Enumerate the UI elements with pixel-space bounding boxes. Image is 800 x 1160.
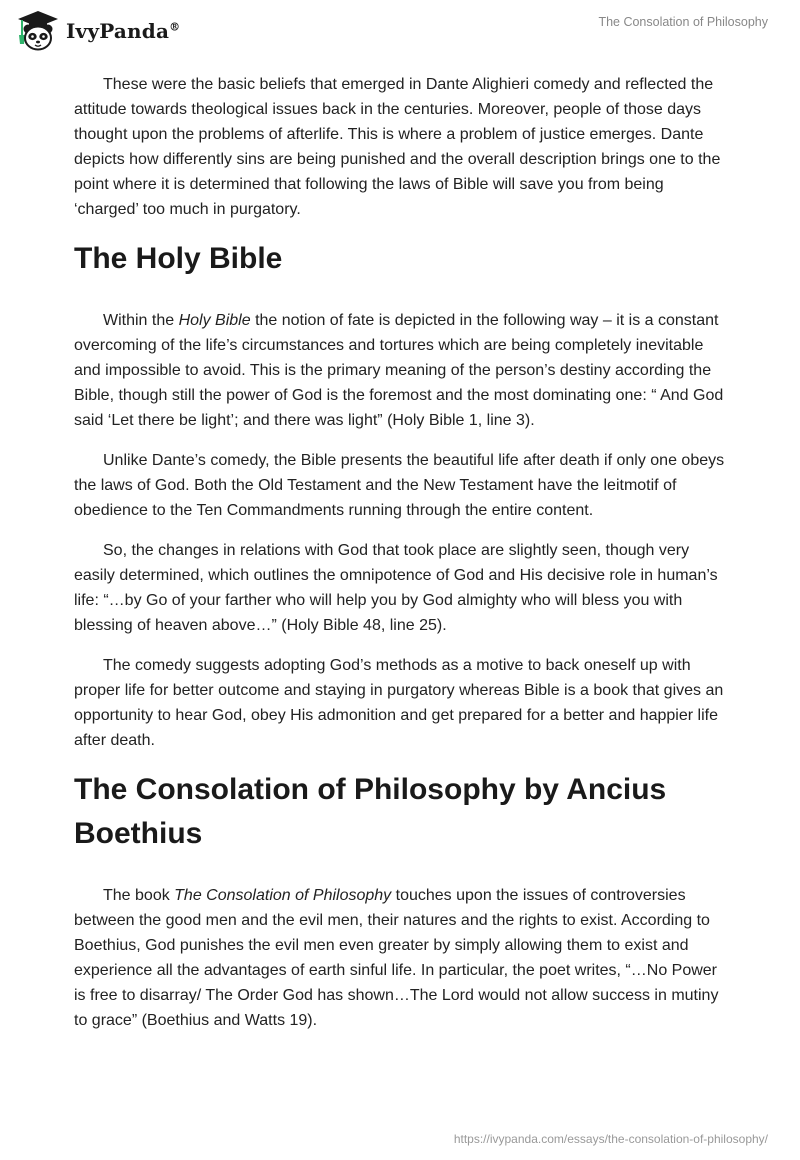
- paragraph-comedy-vs-bible: The comedy suggests adopting God’s methods as a motive to back oneself up with proper life for better outcome and staying in purgatory whereas Bible is a book that gives an opportunity to hear God, obey His admonition and get prepared for a better and happier life after death.: [74, 657, 724, 749]
- paragraph-bible-afterlife: Unlike Dante’s comedy, the Bible presents the beautiful life after death if only one obeys the laws of God. Both the Old Testament and the New Testament have the leitmotif of obedience to the Ten Commandments running through the entire content.: [74, 452, 725, 519]
- paragraph-bible-fate: Within the Holy Bible the notion of fate is depicted in the following way – it is a constant overcoming of the life’s circumstances and tortures which are being completely inevitable and impossible to avoid. This is the primary meaning of the person’s destiny according the Bible, though still the power of God is the foremost and the most dominating one: “ And God said ‘Let there be light’; and there was light” (Holy Bible 1, line 3).: [74, 312, 724, 429]
- essay-body: [74, 72, 726, 1048]
- paragraph-boethius: The book The Consolation of Philosophy touches upon the issues of controversies between the good men and the evil men, their natures and the rights to exist. According to Boethius, God punishes the evil men even greater by simply allowing them to exist and experience all the advantages of earth sinful life. In particular, the poet writes, “…No Power is free to disarray/ The Order God has shown…The Lord would not allow success in mutiny to grace” (Boethius and Watts 19).: [74, 887, 719, 1029]
- running-title: The Consolation of Philosophy: [598, 15, 768, 29]
- panda-graduate-icon: [14, 9, 60, 53]
- brand-name: IvyPanda®: [66, 19, 181, 43]
- paragraph-god-relations: So, the changes in relations with God that took place are slightly seen, though very easily determined, which outlines the omnipotence of God and His decisive role in human’s life: “…by Go of your farther who will help you by God almighty who will bless you with blessing of heaven above…” (Holy Bible 48, line 25).: [74, 542, 718, 634]
- paragraph-dante-beliefs: These were the basic beliefs that emerged in Dante Alighieri comedy and reflected the attitude towards theological issues back in the centuries. Moreover, people of those days thought upon the problems of afterlife. This is where a problem of justice emerges. Dante depicts how differently sins are being punished and the overall description brings one to the point where it is determined that following the laws of Bible will save you from being ‘charged’ too much in purgatory.: [74, 76, 721, 218]
- title-holy-bible: Holy Bible: [178, 312, 251, 329]
- heading-consolation-boethius: The Consolation of Philosophy by Ancius Boethius: [74, 773, 667, 850]
- heading-holy-bible: The Holy Bible: [74, 242, 283, 275]
- title-consolation: The Consolation of Philosophy: [174, 887, 392, 904]
- source-url[interactable]: https://ivypanda.com/essays/the-consolation-of-philosophy/: [453, 1132, 768, 1146]
- ivypanda-logo[interactable]: [14, 9, 180, 53]
- page-header: [0, 0, 800, 60]
